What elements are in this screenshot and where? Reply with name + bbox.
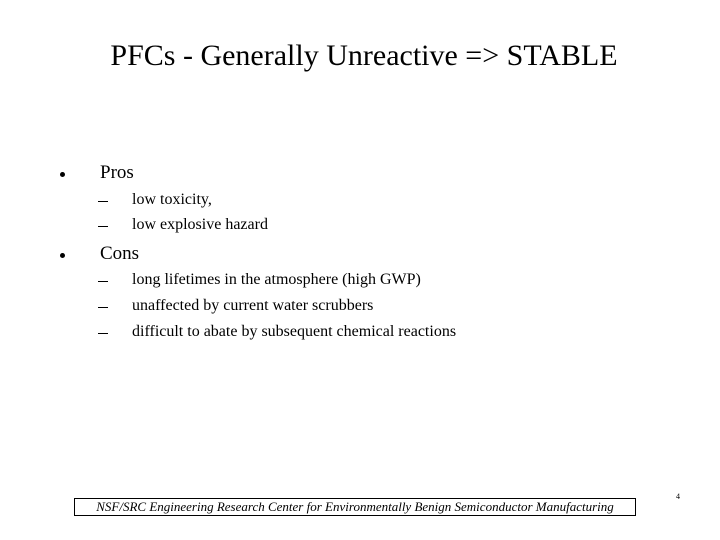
sub-item-pros-1 xyxy=(98,189,212,211)
bullet-dot-icon xyxy=(60,172,65,177)
dash-icon xyxy=(98,226,108,227)
footer-text: NSF/SRC Engineering Research Center for Environmentally Benign Semiconductor Manufacturing xyxy=(96,499,614,514)
sub-item-pros-2 xyxy=(98,214,268,236)
bullet-dot-icon xyxy=(60,253,65,258)
bullet-heading-pros: Pros xyxy=(100,162,134,183)
sub-item-text: long lifetimes in the atmosphere (high GWP) xyxy=(132,271,421,288)
bullet-cons xyxy=(60,242,140,266)
bullet-pros xyxy=(60,161,134,185)
dash-icon xyxy=(98,307,108,308)
bullet-heading-cons: Cons xyxy=(100,243,140,264)
dash-icon xyxy=(98,281,108,282)
page-number: 4 xyxy=(676,492,680,501)
dash-icon xyxy=(98,201,108,202)
sub-item-cons-2 xyxy=(98,295,373,317)
sub-item-cons-1 xyxy=(98,269,421,291)
sub-item-text: unaffected by current water scrubbers xyxy=(132,297,374,314)
dash-icon xyxy=(98,333,108,334)
footer-banner xyxy=(74,498,636,516)
sub-item-text: difficult to abate by subsequent chemical reactions xyxy=(132,323,457,340)
sub-item-text: low explosive hazard xyxy=(132,216,268,233)
sub-item-cons-3 xyxy=(98,321,456,343)
sub-item-text: low toxicity, xyxy=(132,191,212,208)
slide-title: PFCs - Generally Unreactive => STABLE xyxy=(110,39,618,72)
